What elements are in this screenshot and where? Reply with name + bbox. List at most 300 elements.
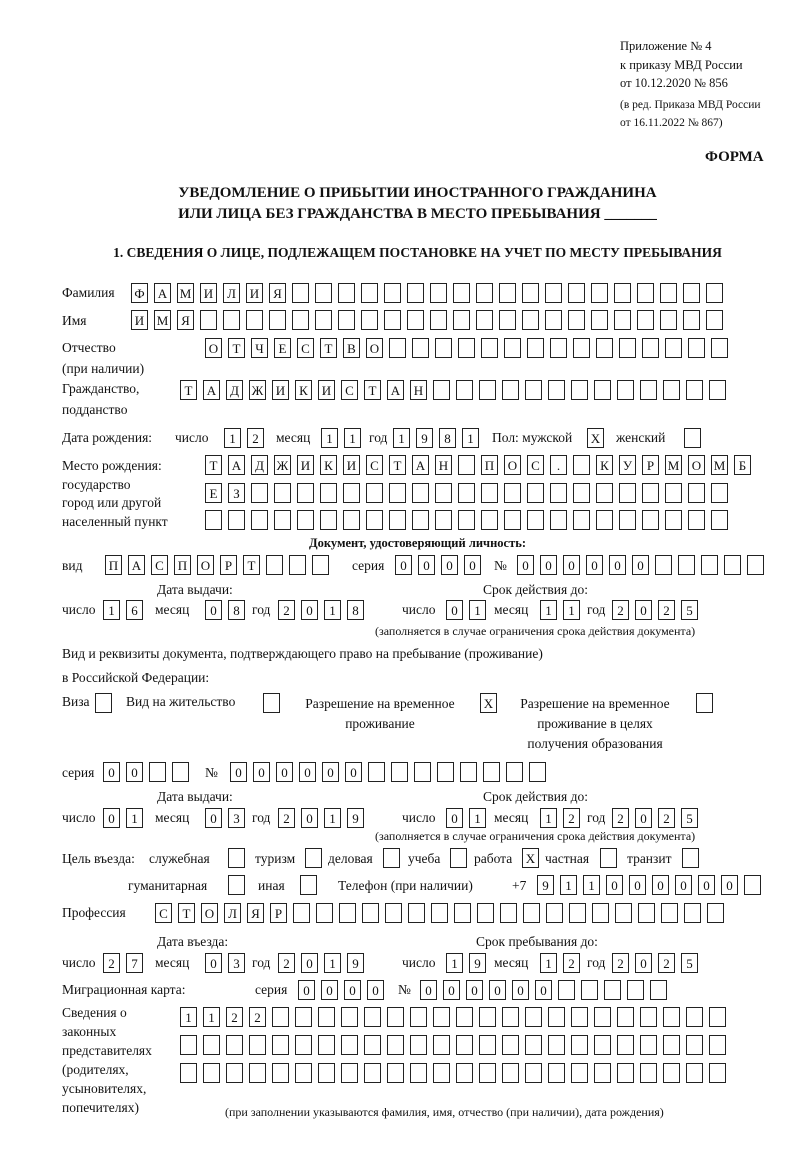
id-valid-month[interactable] [540,600,580,620]
char-box[interactable]: 1 [324,808,341,828]
char-box[interactable] [263,693,280,713]
char-box[interactable] [525,1035,542,1055]
char-box[interactable] [502,380,519,400]
char-box[interactable] [292,283,309,303]
id-valid-day[interactable] [446,600,486,620]
char-box[interactable] [684,903,701,923]
char-box[interactable]: С [366,455,383,475]
migration-series-field[interactable] [298,980,384,1000]
birth-year-field[interactable] [393,428,479,448]
char-box[interactable] [293,903,310,923]
char-box[interactable] [571,380,588,400]
char-box[interactable] [483,762,500,782]
char-box[interactable]: М [711,455,728,475]
char-box[interactable]: Я [269,283,286,303]
char-box[interactable]: 0 [253,762,270,782]
char-box[interactable]: И [297,455,314,475]
char-box[interactable] [269,310,286,330]
char-box[interactable] [642,338,659,358]
char-box[interactable]: 1 [583,875,600,895]
char-box[interactable] [246,310,263,330]
char-box[interactable] [481,483,498,503]
char-box[interactable] [640,1035,657,1055]
char-box[interactable]: К [596,455,613,475]
char-box[interactable] [361,310,378,330]
char-box[interactable] [596,510,613,530]
char-box[interactable] [433,1035,450,1055]
char-box[interactable] [200,310,217,330]
char-box[interactable] [456,1035,473,1055]
char-box[interactable]: П [105,555,122,575]
char-box[interactable]: 1 [203,1007,220,1027]
char-box[interactable] [410,1063,427,1083]
char-box[interactable] [665,510,682,530]
char-box[interactable] [435,510,452,530]
char-box[interactable]: 0 [367,980,384,1000]
char-box[interactable]: 0 [652,875,669,895]
char-box[interactable] [364,1035,381,1055]
char-box[interactable] [458,455,475,475]
char-box[interactable] [617,1063,634,1083]
char-box[interactable]: Н [435,455,452,475]
birth-month-field[interactable] [321,428,361,448]
char-box[interactable]: 5 [681,808,698,828]
char-box[interactable] [546,903,563,923]
char-box[interactable]: О [197,555,214,575]
char-box[interactable] [251,510,268,530]
char-box[interactable] [706,283,723,303]
char-box[interactable]: 0 [446,808,463,828]
char-box[interactable] [383,848,400,868]
char-box[interactable] [300,875,317,895]
char-box[interactable] [481,510,498,530]
char-box[interactable] [410,1035,427,1055]
char-box[interactable]: 1 [469,600,486,620]
char-box[interactable] [637,310,654,330]
birth-place-line-1[interactable] [205,455,751,475]
char-box[interactable]: 0 [441,555,458,575]
char-box[interactable] [747,555,764,575]
char-box[interactable] [435,483,452,503]
char-box[interactable] [591,310,608,330]
char-box[interactable] [223,310,240,330]
char-box[interactable] [172,762,189,782]
char-box[interactable] [479,1035,496,1055]
stay-number-field[interactable] [230,762,546,782]
purpose-study-checkbox[interactable] [450,848,467,868]
id-kind-field[interactable] [105,555,329,575]
char-box[interactable]: О [201,903,218,923]
char-box[interactable] [529,762,546,782]
char-box[interactable]: Л [224,903,241,923]
char-box[interactable]: И [318,380,335,400]
char-box[interactable] [637,283,654,303]
char-box[interactable] [701,555,718,575]
char-box[interactable]: Т [178,903,195,923]
char-box[interactable]: 2 [658,953,675,973]
char-box[interactable] [550,483,567,503]
purpose-business-checkbox[interactable] [383,848,400,868]
char-box[interactable]: 5 [681,953,698,973]
char-box[interactable] [339,903,356,923]
char-box[interactable] [619,483,636,503]
char-box[interactable]: 0 [205,808,222,828]
char-box[interactable]: 1 [469,808,486,828]
char-box[interactable] [709,1007,726,1027]
char-box[interactable]: 0 [635,808,652,828]
char-box[interactable] [596,483,613,503]
char-box[interactable] [343,483,360,503]
char-box[interactable]: 2 [563,808,580,828]
char-box[interactable]: 0 [635,953,652,973]
char-box[interactable]: 2 [658,600,675,620]
char-box[interactable] [228,510,245,530]
char-box[interactable] [292,310,309,330]
char-box[interactable] [558,980,575,1000]
char-box[interactable]: X [480,693,497,713]
representatives-line-3[interactable] [180,1063,726,1083]
char-box[interactable]: Т [228,338,245,358]
char-box[interactable]: 2 [249,1007,266,1027]
stay-issue-day[interactable] [103,808,143,828]
char-box[interactable]: 0 [103,762,120,782]
char-box[interactable] [266,555,283,575]
char-box[interactable]: 1 [324,600,341,620]
char-box[interactable] [688,338,705,358]
char-box[interactable]: 0 [322,762,339,782]
char-box[interactable] [385,903,402,923]
char-box[interactable] [458,510,475,530]
char-box[interactable]: 0 [698,875,715,895]
char-box[interactable] [430,310,447,330]
char-box[interactable]: 9 [347,953,364,973]
char-box[interactable] [527,510,544,530]
char-box[interactable] [525,1063,542,1083]
char-box[interactable] [289,555,306,575]
char-box[interactable] [545,283,562,303]
char-box[interactable] [684,428,701,448]
char-box[interactable]: 0 [103,808,120,828]
representatives-line-1[interactable] [180,1007,726,1027]
char-box[interactable] [522,283,539,303]
char-box[interactable] [389,510,406,530]
char-box[interactable] [550,510,567,530]
char-box[interactable]: 1 [540,600,557,620]
char-box[interactable]: Л [223,283,240,303]
char-box[interactable]: 0 [298,980,315,1000]
char-box[interactable]: 8 [347,600,364,620]
char-box[interactable] [640,1007,657,1027]
char-box[interactable] [568,283,585,303]
char-box[interactable]: 1 [560,875,577,895]
char-box[interactable]: 1 [393,428,410,448]
char-box[interactable]: С [155,903,172,923]
sex-female-checkbox[interactable] [684,428,701,448]
char-box[interactable] [581,980,598,1000]
char-box[interactable] [548,1063,565,1083]
char-box[interactable]: А [412,455,429,475]
stay-series-field[interactable] [103,762,189,782]
char-box[interactable] [627,980,644,1000]
char-box[interactable] [479,1007,496,1027]
char-box[interactable] [502,1063,519,1083]
char-box[interactable] [655,555,672,575]
char-box[interactable] [364,1007,381,1027]
char-box[interactable] [435,338,452,358]
char-box[interactable]: И [200,283,217,303]
char-box[interactable] [295,1007,312,1027]
stay-valid-day[interactable] [446,808,486,828]
char-box[interactable]: И [343,455,360,475]
char-box[interactable] [502,1007,519,1027]
char-box[interactable]: П [174,555,191,575]
char-box[interactable] [615,903,632,923]
char-box[interactable] [226,1035,243,1055]
migration-number-field[interactable] [420,980,667,1000]
char-box[interactable] [249,1035,266,1055]
stay-issue-month[interactable] [205,808,245,828]
char-box[interactable]: 2 [278,953,295,973]
char-box[interactable]: О [688,455,705,475]
char-box[interactable]: 1 [563,600,580,620]
char-box[interactable] [272,1035,289,1055]
char-box[interactable] [504,483,521,503]
char-box[interactable] [437,762,454,782]
char-box[interactable] [251,483,268,503]
char-box[interactable]: Ж [274,455,291,475]
char-box[interactable] [686,1063,703,1083]
purpose-other-checkbox[interactable] [300,875,317,895]
char-box[interactable] [569,903,586,923]
char-box[interactable]: X [587,428,604,448]
char-box[interactable]: 0 [299,762,316,782]
char-box[interactable] [592,903,609,923]
char-box[interactable] [479,380,496,400]
char-box[interactable] [594,1007,611,1027]
char-box[interactable]: 0 [443,980,460,1000]
char-box[interactable]: 0 [344,980,361,1000]
char-box[interactable]: Т [364,380,381,400]
char-box[interactable] [180,1063,197,1083]
char-box[interactable] [527,338,544,358]
char-box[interactable] [477,903,494,923]
char-box[interactable] [522,310,539,330]
stay-valid-year[interactable] [612,808,698,828]
char-box[interactable]: 2 [103,953,120,973]
visa-checkbox[interactable] [95,693,112,713]
char-box[interactable] [412,510,429,530]
profession-field[interactable] [155,903,724,923]
char-box[interactable] [594,380,611,400]
char-box[interactable] [362,903,379,923]
char-box[interactable]: Я [177,310,194,330]
char-box[interactable]: 9 [469,953,486,973]
char-box[interactable] [504,338,521,358]
char-box[interactable]: 1 [462,428,479,448]
char-box[interactable] [305,848,322,868]
char-box[interactable] [389,483,406,503]
char-box[interactable] [660,310,677,330]
char-box[interactable] [387,1035,404,1055]
char-box[interactable]: Р [642,455,659,475]
birth-place-line-3[interactable] [205,510,728,530]
char-box[interactable] [149,762,166,782]
char-box[interactable]: А [228,455,245,475]
entry-month[interactable] [205,953,245,973]
char-box[interactable]: 2 [612,600,629,620]
char-box[interactable] [364,1063,381,1083]
char-box[interactable] [274,510,291,530]
char-box[interactable]: Д [251,455,268,475]
char-box[interactable] [318,1035,335,1055]
char-box[interactable] [573,510,590,530]
char-box[interactable]: 2 [658,808,675,828]
char-box[interactable]: Д [226,380,243,400]
char-box[interactable]: 1 [126,808,143,828]
char-box[interactable] [617,380,634,400]
char-box[interactable]: 0 [446,600,463,620]
char-box[interactable] [548,380,565,400]
char-box[interactable]: 8 [228,600,245,620]
char-box[interactable] [594,1035,611,1055]
char-box[interactable] [387,1007,404,1027]
char-box[interactable] [479,1063,496,1083]
char-box[interactable] [95,693,112,713]
char-box[interactable]: Т [243,555,260,575]
char-box[interactable]: И [131,310,148,330]
char-box[interactable] [499,283,516,303]
char-box[interactable] [476,283,493,303]
char-box[interactable]: 1 [344,428,361,448]
char-box[interactable] [545,310,562,330]
char-box[interactable] [638,903,655,923]
char-box[interactable]: 0 [420,980,437,1000]
char-box[interactable]: 0 [395,555,412,575]
char-box[interactable] [640,380,657,400]
char-box[interactable] [274,483,291,503]
char-box[interactable] [341,1063,358,1083]
name-field[interactable] [131,310,723,330]
char-box[interactable]: 0 [301,808,318,828]
char-box[interactable]: Я [247,903,264,923]
citizenship-field[interactable] [180,380,726,400]
char-box[interactable] [228,848,245,868]
char-box[interactable] [318,1063,335,1083]
char-box[interactable] [414,762,431,782]
char-box[interactable]: Ф [131,283,148,303]
char-box[interactable]: О [504,455,521,475]
char-box[interactable] [408,903,425,923]
char-box[interactable] [476,310,493,330]
char-box[interactable]: О [366,338,383,358]
char-box[interactable] [431,903,448,923]
char-box[interactable]: 9 [347,808,364,828]
char-box[interactable] [499,310,516,330]
char-box[interactable] [678,555,695,575]
char-box[interactable] [724,555,741,575]
char-box[interactable] [249,1063,266,1083]
char-box[interactable]: 0 [512,980,529,1000]
char-box[interactable]: 6 [126,600,143,620]
char-box[interactable]: 0 [205,600,222,620]
char-box[interactable] [295,1063,312,1083]
char-box[interactable] [506,762,523,782]
char-box[interactable] [320,483,337,503]
char-box[interactable]: Ч [251,338,268,358]
char-box[interactable] [663,380,680,400]
char-box[interactable] [711,483,728,503]
char-box[interactable]: И [246,283,263,303]
char-box[interactable] [642,483,659,503]
char-box[interactable] [502,1035,519,1055]
char-box[interactable] [571,1007,588,1027]
char-box[interactable] [706,310,723,330]
char-box[interactable]: 2 [612,953,629,973]
char-box[interactable]: 0 [635,600,652,620]
char-box[interactable] [711,338,728,358]
char-box[interactable]: Р [270,903,287,923]
char-box[interactable]: 0 [321,980,338,1000]
char-box[interactable] [683,310,700,330]
char-box[interactable]: 0 [540,555,557,575]
char-box[interactable]: 8 [439,428,456,448]
char-box[interactable]: Р [220,555,237,575]
char-box[interactable]: 2 [247,428,264,448]
char-box[interactable] [343,510,360,530]
char-box[interactable] [683,283,700,303]
char-box[interactable] [604,980,621,1000]
char-box[interactable]: 0 [586,555,603,575]
surname-field[interactable] [131,283,723,303]
char-box[interactable]: 0 [489,980,506,1000]
char-box[interactable] [663,1007,680,1027]
char-box[interactable] [272,1007,289,1027]
char-box[interactable]: Ж [249,380,266,400]
char-box[interactable] [180,1035,197,1055]
char-box[interactable] [525,1007,542,1027]
char-box[interactable]: Е [205,483,222,503]
char-box[interactable]: 2 [226,1007,243,1027]
char-box[interactable]: 0 [126,762,143,782]
purpose-tourism-checkbox[interactable] [305,848,322,868]
char-box[interactable]: С [341,380,358,400]
char-box[interactable] [619,510,636,530]
char-box[interactable] [312,555,329,575]
char-box[interactable] [315,283,332,303]
char-box[interactable]: В [343,338,360,358]
char-box[interactable] [361,283,378,303]
patronymic-field[interactable] [205,338,728,358]
char-box[interactable] [456,1063,473,1083]
char-box[interactable]: 9 [537,875,554,895]
char-box[interactable]: 0 [517,555,534,575]
char-box[interactable]: 0 [721,875,738,895]
char-box[interactable] [525,380,542,400]
char-box[interactable]: 0 [345,762,362,782]
char-box[interactable] [412,483,429,503]
char-box[interactable]: М [154,310,171,330]
char-box[interactable] [481,338,498,358]
char-box[interactable] [686,1007,703,1027]
char-box[interactable] [688,483,705,503]
char-box[interactable]: С [151,555,168,575]
char-box[interactable]: 0 [609,555,626,575]
char-box[interactable] [454,903,471,923]
char-box[interactable]: 2 [278,808,295,828]
char-box[interactable] [226,1063,243,1083]
char-box[interactable] [384,283,401,303]
char-box[interactable] [366,483,383,503]
